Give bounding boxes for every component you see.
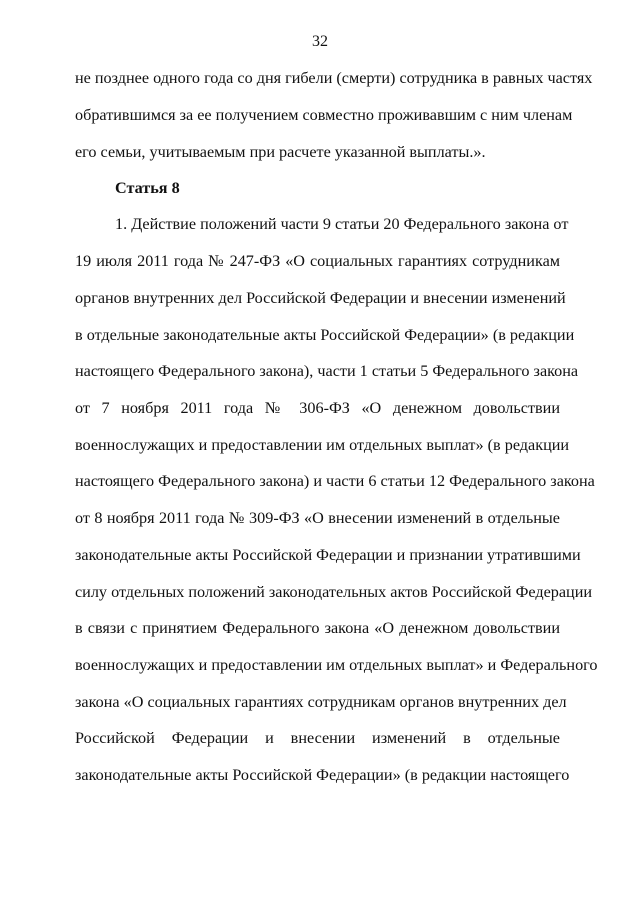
paragraph-2-line-9: от 8 ноября 2011 года № 309-ФЗ «О внесении изменений в отдельные	[75, 509, 560, 527]
paragraph-2-line-6: от 7 ноября 2011 года № 306-ФЗ «О денежном довольствии	[75, 399, 560, 417]
paragraph-2-line-13: военнослужащих и предоставлении им отдельных выплат» и Федерального	[75, 656, 598, 674]
paragraph-2-line-14: закона «О социальных гарантиях сотрудникам органов внутренних дел	[75, 693, 567, 711]
paragraph-1-line-1: не позднее одного года со дня гибели (смерти) сотрудника в равных частях	[75, 69, 593, 87]
paragraph-1-line-3: его семьи, учитываемым при расчете указанной выплаты.».	[75, 143, 486, 161]
paragraph-2-line-3: органов внутренних дел Российской Федерации и внесении изменений	[75, 289, 566, 307]
paragraph-2-line-10: законодательные акты Российской Федерации и признании утратившими	[75, 546, 581, 564]
paragraph-2-line-4: в отдельные законодательные акты Российской Федерации» (в редакции	[75, 326, 575, 344]
paragraph-2-line-8: настоящего Федерального закона) и части 6 статьи 12 Федерального закона	[75, 472, 595, 490]
paragraph-2-line-2: 19 июля 2011 года № 247-ФЗ «О социальных гарантиях сотрудникам	[75, 252, 560, 270]
paragraph-1-line-2: обратившимся за ее получением совместно проживавшим с ним членам	[75, 106, 573, 124]
paragraph-2-line-11: силу отдельных положений законодательных актов Российской Федерации	[75, 583, 593, 601]
page-number: 32	[312, 33, 328, 50]
paragraph-2-line-1: 1. Действие положений части 9 статьи 20 Федерального закона от	[115, 215, 569, 233]
paragraph-2-line-16: законодательные акты Российской Федерации» (в редакции настоящего	[75, 766, 570, 784]
paragraph-2-line-5: настоящего Федерального закона), части 1 статьи 5 Федерального закона	[75, 362, 579, 380]
paragraph-2-line-12: в связи с принятием Федерального закона «О денежном довольствии	[75, 619, 560, 637]
paragraph-2-line-15: Российской Федерации и внесении изменений в отдельные	[75, 729, 560, 747]
paragraph-2-line-7: военнослужащих и предоставлении им отдельных выплат» (в редакции	[75, 436, 570, 454]
article-heading: Статья 8	[115, 179, 180, 197]
